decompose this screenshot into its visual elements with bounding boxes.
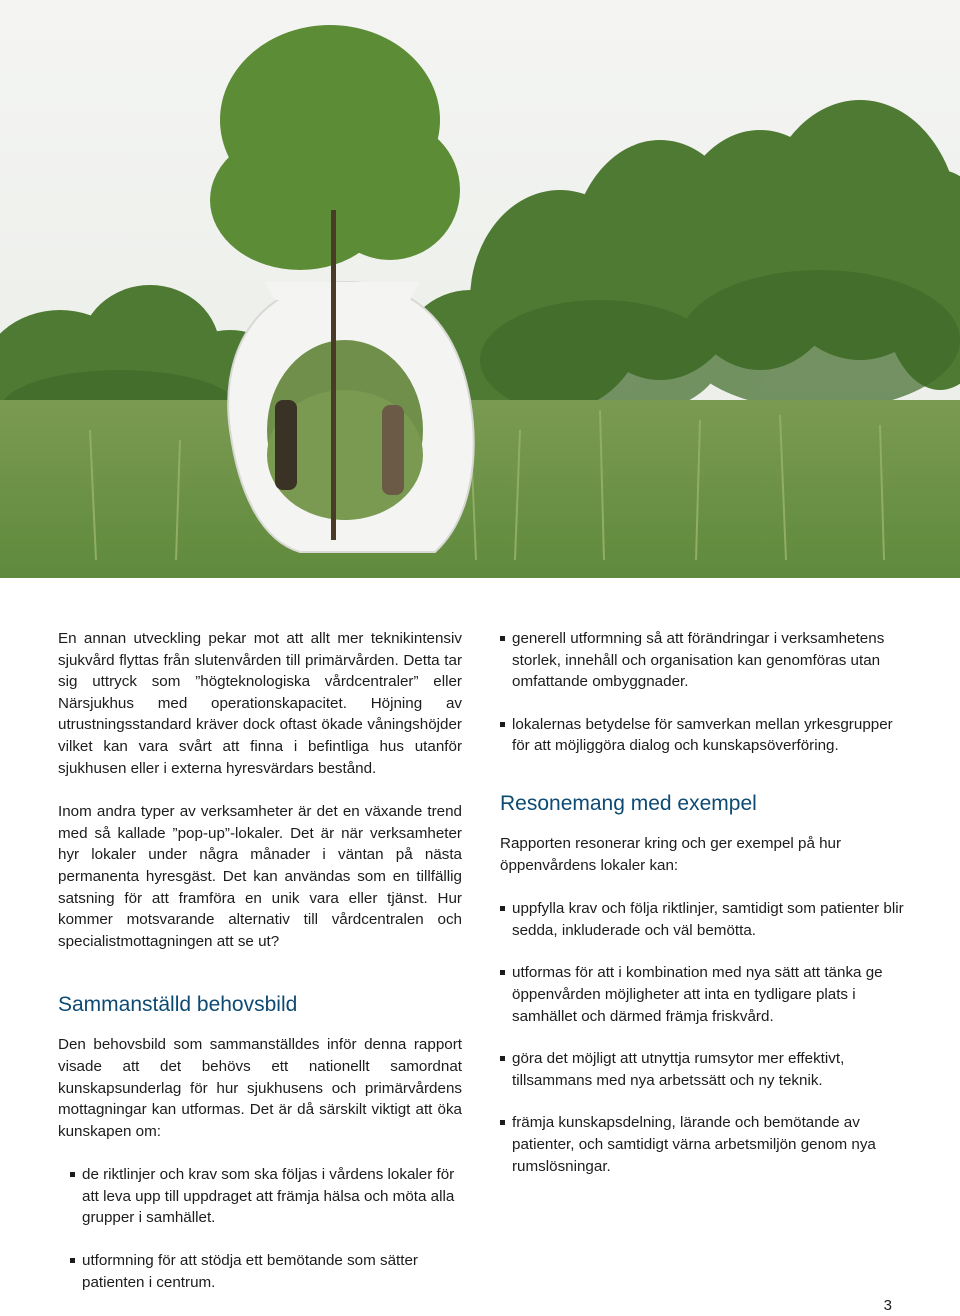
left-column bbox=[58, 628, 462, 1314]
list-item: lokalernas betydelse för samverkan mellan yrkesgrupper för att möjliggöra dialog och kunskapsöverföring. bbox=[500, 714, 904, 757]
page-number: 3 bbox=[883, 1297, 892, 1314]
bullet-list-right bbox=[500, 898, 904, 1177]
list-item: utformning för att stödja ett bemötande som sätter patienten i centrum. bbox=[70, 1250, 462, 1293]
heading-resonemang-med-exempel: Resonemang med exempel bbox=[500, 791, 757, 815]
paragraph-2: Inom andra typer av verksamheter är det en växande trend med så kallade ”pop-up”-lokaler. Det är när verksamheter hyr lokaler under några månader i väntan på nästa permanenta hyresgäst. Det kan användas som en tillfällig satsning för att framföra en unik vara eller tjänst. Hur kommer motsvarande alternativ till vårdcentralen och specialistmottagningen att se ut? bbox=[58, 803, 462, 950]
paragraph-3: Den behovsbild som sammanställdes inför denna rapport visade att det behövs ett nationellt samordnat kunskapsunderlag för hur sjukhusens och primärvårdens mottagningar kan utformas. Det är då särskilt viktigt att öka kunskapen om: bbox=[58, 1036, 462, 1140]
bullet-list-left bbox=[58, 1164, 462, 1293]
heading-sammanstalld-behovsbild: Sammanställd behovsbild bbox=[58, 993, 298, 1017]
list-item: de riktlinjer och krav som ska följas i vårdens lokaler för att leva upp till uppdraget att främja hälsa och möta alla grupper i samhället. bbox=[70, 1164, 462, 1229]
paragraph-1: En annan utveckling pekar mot att allt mer teknikintensiv sjukvård flyttas från slutenvården till primärvården. Detta tar sig uttryck som ”högteknologiska vårdcentraler” eller Närsjukhus med operationskapacitet. Höjning av utrustningsstandard kräver dock oftast ökade våningshöjder vilket kan vara svårt att finna i befintliga hus utanför sjukhusen eller i externa hyresvärdars bestånd. bbox=[58, 630, 462, 777]
list-item: generell utformning så att förändringar i verksamhetens storlek, innehåll och organisation kan genomföras utan omfattande ombyggnader. bbox=[500, 628, 904, 693]
intro-paragraph: Rapporten resonerar kring och ger exempel på hur öppenvårdens lokaler kan: bbox=[500, 834, 842, 874]
list-item: utformas för att i kombination med nya sätt att tänka ge öppenvården möjligheter att inta en tydligare plats i samhället och därmed främja friskvård. bbox=[500, 962, 904, 1027]
right-column bbox=[500, 628, 904, 1198]
list-item: främja kunskapsdelning, lärande och bemötande av patienter, och samtidigt värna arbetsmiljön genom nya rumslösningar. bbox=[500, 1112, 904, 1177]
list-item: uppfylla krav och följa riktlinjer, samtidigt som patienter blir sedda, inkluderade och väl bemötta. bbox=[500, 898, 904, 941]
bullet-list-right-top bbox=[500, 628, 904, 757]
list-item: göra det möjligt att utnyttja rumsytor mer effektivt, tillsammans med nya arbetssätt och ny teknik. bbox=[500, 1048, 904, 1091]
photo-pavilion bbox=[0, 0, 960, 578]
